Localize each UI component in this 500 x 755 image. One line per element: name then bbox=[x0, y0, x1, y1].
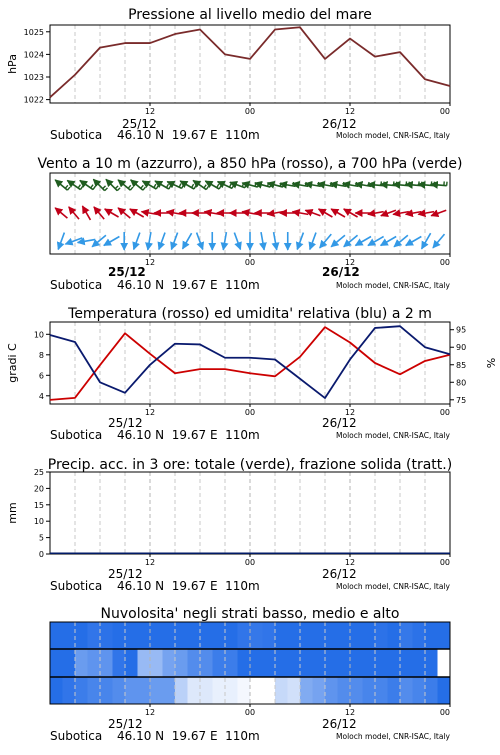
wind-barb bbox=[143, 187, 146, 190]
pressure-title: Pressione al livello medio del mare bbox=[128, 7, 372, 23]
wind-arrow bbox=[433, 234, 445, 248]
cloud-cell bbox=[238, 649, 251, 677]
wind-title: Vento a 10 m (azzurro), a 850 hPa (rosso), a 700 hPa (verde) bbox=[37, 156, 462, 172]
pressure-x-axis bbox=[145, 103, 450, 116]
wind-arrow bbox=[78, 239, 96, 242]
cloud-cell bbox=[313, 622, 326, 649]
precipitation-date-1: 25/12 bbox=[108, 567, 143, 581]
cloud-cell bbox=[225, 677, 238, 704]
wind-arrow bbox=[183, 233, 192, 249]
cloud-cell bbox=[200, 649, 213, 677]
temperature-date-1: 25/12 bbox=[108, 416, 143, 430]
wind-barb bbox=[206, 186, 208, 189]
wind-arrow bbox=[406, 237, 422, 246]
pressure-ylabel: hPa bbox=[6, 54, 19, 74]
wind-barb bbox=[217, 184, 219, 187]
wind-barb bbox=[182, 185, 184, 189]
wind-arrow bbox=[310, 233, 316, 250]
temperature-x-tick-label: 12 bbox=[345, 408, 355, 417]
cloud-cell bbox=[200, 622, 213, 649]
wind-barb bbox=[117, 188, 120, 191]
cloud-cell bbox=[188, 677, 201, 704]
wind-x-tick-label: 00 bbox=[440, 258, 450, 267]
temperature-y-tick-label: 4 bbox=[39, 392, 44, 401]
humidity-y-tick-label: 75 bbox=[456, 396, 466, 405]
cloud-cell bbox=[163, 677, 176, 704]
wind-barb bbox=[128, 185, 131, 188]
temperature-location-coords: 46.10 N 19.67 E 110m bbox=[117, 428, 260, 442]
cloud-cell bbox=[175, 649, 188, 677]
cloud-cell bbox=[363, 677, 376, 704]
cloud-cell bbox=[263, 677, 276, 704]
wind-arrow bbox=[94, 207, 104, 219]
cloud-cell bbox=[388, 622, 401, 649]
cloud-x-axis bbox=[145, 704, 450, 717]
wind-arrow bbox=[104, 237, 120, 246]
cloud-cell bbox=[113, 649, 126, 677]
cloud-cell bbox=[313, 649, 326, 677]
wind-arrow bbox=[261, 232, 264, 250]
cloud-cell bbox=[438, 622, 451, 649]
cloud-x-tick-label: 00 bbox=[440, 708, 450, 717]
cloud-cell bbox=[125, 677, 138, 704]
temperature-x-tick-label: 00 bbox=[440, 408, 450, 417]
cloud-title: Nuvolosita' negli strati basso, medio e alto bbox=[101, 606, 400, 622]
cloud-cell bbox=[175, 622, 188, 649]
wind-arrow bbox=[55, 208, 67, 218]
temperature-frame bbox=[50, 322, 450, 404]
cloud-cell bbox=[325, 677, 338, 704]
cloud-cell bbox=[275, 622, 288, 649]
cloud-cell bbox=[375, 622, 388, 649]
cloud-cell bbox=[300, 677, 313, 704]
cloud-cell bbox=[425, 622, 438, 649]
cloud-cell bbox=[275, 677, 288, 704]
cloud-location-name: Subotica bbox=[50, 729, 102, 743]
cloud-cell bbox=[375, 677, 388, 704]
cloud-cell bbox=[413, 649, 426, 677]
cloud-cell bbox=[188, 649, 201, 677]
temperature-y-axis bbox=[34, 330, 50, 401]
precipitation-panel bbox=[6, 457, 452, 593]
wind-location-coords: 46.10 N 19.67 E 110m bbox=[117, 278, 260, 292]
humidity-ylabel: % bbox=[484, 358, 497, 368]
wind-barb bbox=[91, 185, 93, 188]
temperature-x-tick-label: 12 bbox=[145, 408, 155, 417]
cloud-cell bbox=[100, 677, 113, 704]
precipitation-credit: Moloch model, CNR-ISAC, Italy bbox=[336, 582, 451, 591]
cloud-cell bbox=[325, 649, 338, 677]
wind-barb bbox=[179, 184, 181, 188]
temperature-date-2: 26/12 bbox=[322, 416, 357, 430]
precipitation-y-tick-label: 10 bbox=[34, 517, 44, 526]
cloud-location-coords: 46.10 N 19.67 E 110m bbox=[117, 729, 260, 743]
cloud-cell bbox=[313, 677, 326, 704]
cloud-cell bbox=[163, 649, 176, 677]
pressure-location-coords: 46.10 N 19.67 E 110m bbox=[117, 128, 260, 142]
wind-arrow bbox=[130, 209, 144, 217]
cloud-cell bbox=[150, 677, 163, 704]
wind-arrow bbox=[422, 233, 431, 249]
cloud-cell bbox=[288, 677, 301, 704]
cloud-x-tick-label: 12 bbox=[345, 708, 355, 717]
wind-barb bbox=[194, 186, 196, 189]
cloud-cell bbox=[63, 677, 76, 704]
wind-x-tick-label: 00 bbox=[245, 258, 255, 267]
cloud-cell bbox=[75, 649, 88, 677]
cloud-cell bbox=[338, 622, 351, 649]
pressure-x-tick-label: 00 bbox=[440, 107, 450, 116]
precipitation-y-tick-label: 5 bbox=[39, 534, 44, 543]
cloud-cell bbox=[113, 622, 126, 649]
temperature-y-tick-label: 10 bbox=[34, 330, 44, 339]
cloud-cell bbox=[425, 649, 438, 677]
wind-barb bbox=[230, 184, 232, 188]
wind-arrow bbox=[274, 232, 277, 250]
cloud-cell bbox=[400, 649, 413, 677]
pressure-y-tick-label: 1024 bbox=[24, 50, 44, 59]
wind-x-tick-label: 12 bbox=[145, 258, 155, 267]
wind-arrow bbox=[65, 238, 82, 244]
precipitation-y-tick-label: 20 bbox=[34, 484, 44, 493]
wind-arrow bbox=[355, 237, 371, 246]
wind-barb bbox=[105, 188, 108, 191]
cloud-cell bbox=[50, 649, 63, 677]
precipitation-x-tick-label: 00 bbox=[440, 558, 450, 567]
humidity-y-axis bbox=[450, 326, 466, 405]
cloud-cell bbox=[225, 622, 238, 649]
cloud-cell bbox=[150, 649, 163, 677]
wind-barb bbox=[78, 185, 80, 188]
cloud-cell bbox=[150, 622, 163, 649]
wind-arrow bbox=[223, 232, 226, 250]
pressure-grid bbox=[75, 25, 425, 103]
wind-barb bbox=[141, 185, 144, 188]
cloud-cell bbox=[400, 677, 413, 704]
wind-arrow bbox=[234, 233, 240, 250]
cloud-cell bbox=[250, 622, 263, 649]
temperature-title: Temperatura (rosso) ed umidita' relativa (blu) a 2 m bbox=[67, 306, 432, 322]
wind-barb bbox=[130, 187, 133, 190]
cloud-cell bbox=[163, 622, 176, 649]
wind-barb bbox=[80, 186, 82, 189]
cloud-cell bbox=[288, 622, 301, 649]
humidity-y-tick-label: 95 bbox=[456, 326, 466, 335]
cloud-cell bbox=[50, 622, 63, 649]
wind-barb bbox=[65, 185, 68, 188]
cloud-cell bbox=[238, 677, 251, 704]
cloud-cell bbox=[338, 649, 351, 677]
cloud-cell bbox=[263, 622, 276, 649]
wind-arrow bbox=[381, 237, 397, 246]
pressure-location-name: Subotica bbox=[50, 128, 102, 142]
cloud-cell bbox=[175, 677, 188, 704]
cloud-cell bbox=[88, 649, 101, 677]
cloud-cell bbox=[88, 622, 101, 649]
cloud-cell bbox=[388, 649, 401, 677]
cloud-cell bbox=[63, 649, 76, 677]
precipitation-date-2: 26/12 bbox=[322, 567, 357, 581]
wind-arrow bbox=[82, 206, 90, 220]
wind-arrow bbox=[368, 237, 384, 246]
precipitation-y-tick-label: 15 bbox=[34, 501, 44, 510]
cloud-cell bbox=[75, 622, 88, 649]
wind-barb bbox=[232, 185, 234, 189]
wind-arrow bbox=[58, 233, 64, 250]
cloud-cell bbox=[238, 622, 251, 649]
humidity-y-tick-label: 90 bbox=[456, 343, 466, 352]
wind-barb bbox=[166, 184, 168, 187]
wind-arrow bbox=[134, 233, 140, 250]
cloud-cell bbox=[88, 677, 101, 704]
pressure-x-tick-label: 00 bbox=[245, 107, 255, 116]
cloud-cell bbox=[200, 677, 213, 704]
cloud-cell bbox=[425, 677, 438, 704]
wind-arrow bbox=[331, 209, 345, 217]
wind-location-name: Subotica bbox=[50, 278, 102, 292]
cloud-cell bbox=[325, 622, 338, 649]
wind-barb bbox=[115, 186, 118, 189]
wind-panel bbox=[37, 156, 462, 292]
cloud-cell bbox=[125, 649, 138, 677]
precipitation-frame bbox=[50, 472, 450, 554]
precipitation-x-tick-label: 00 bbox=[245, 558, 255, 567]
cloud-cell bbox=[100, 622, 113, 649]
pressure-y-tick-label: 1025 bbox=[24, 28, 44, 37]
cloud-cell bbox=[50, 677, 63, 704]
precipitation-y-tick-label: 0 bbox=[39, 550, 44, 559]
wind-date-1: 25/12 bbox=[108, 265, 146, 279]
cloud-cell bbox=[413, 622, 426, 649]
wind-barb bbox=[169, 186, 171, 189]
cloud-x-tick-label: 00 bbox=[245, 708, 255, 717]
precipitation-x-tick-label: 12 bbox=[345, 558, 355, 567]
wind-arrow bbox=[93, 179, 104, 190]
wind-x-axis bbox=[145, 254, 450, 267]
cloud-cell bbox=[188, 622, 201, 649]
temperature-x-tick-label: 00 bbox=[245, 408, 255, 417]
wind-arrow bbox=[118, 208, 130, 218]
cloud-cell bbox=[213, 649, 226, 677]
wind-barb bbox=[156, 186, 158, 189]
cloud-heatmap bbox=[50, 622, 451, 704]
wind-barb bbox=[219, 186, 221, 189]
cloud-credit: Moloch model, CNR-ISAC, Italy bbox=[336, 732, 451, 741]
wind-date-2: 26/12 bbox=[322, 265, 360, 279]
cloud-cell bbox=[400, 622, 413, 649]
cloud-cell bbox=[288, 649, 301, 677]
cloud-cell bbox=[263, 649, 276, 677]
cloud-cell bbox=[438, 677, 451, 704]
precipitation-location-coords: 46.10 N 19.67 E 110m bbox=[117, 579, 260, 593]
cloud-cell bbox=[225, 649, 238, 677]
cloud-x-tick-label: 12 bbox=[145, 708, 155, 717]
wind-barb bbox=[154, 184, 156, 187]
cloud-cell bbox=[300, 649, 313, 677]
cloud-cell bbox=[363, 622, 376, 649]
precipitation-grid bbox=[75, 472, 425, 554]
cloud-cell bbox=[300, 622, 313, 649]
pressure-x-tick-label: 12 bbox=[145, 107, 155, 116]
cloud-cell bbox=[138, 622, 151, 649]
pressure-y-tick-label: 1023 bbox=[24, 73, 44, 82]
pressure-date-2: 26/12 bbox=[322, 117, 357, 131]
cloud-cell bbox=[213, 622, 226, 649]
cloud-date-2: 26/12 bbox=[322, 717, 357, 731]
wind-barb bbox=[192, 184, 194, 187]
wind-arrow bbox=[148, 232, 151, 250]
wind-x-tick-label: 12 bbox=[345, 258, 355, 267]
cloud-cell bbox=[375, 649, 388, 677]
precipitation-location-name: Subotica bbox=[50, 579, 102, 593]
wind-barb bbox=[67, 187, 70, 190]
wind-arrow bbox=[159, 233, 165, 250]
pressure-credit: Moloch model, CNR-ISAC, Italy bbox=[336, 131, 451, 140]
cloud-cell bbox=[138, 649, 151, 677]
humidity-y-tick-label: 85 bbox=[456, 361, 466, 370]
temperature-humidity-panel bbox=[6, 306, 497, 442]
cloud-cell bbox=[63, 622, 76, 649]
humidity-y-tick-label: 80 bbox=[456, 378, 466, 387]
precipitation-y-tick-label: 25 bbox=[34, 468, 44, 477]
pressure-x-tick-label: 12 bbox=[345, 107, 355, 116]
precipitation-title: Precip. acc. in 3 ore: totale (verde), frazione solida (tratt.) bbox=[48, 457, 452, 473]
temperature-ylabel: gradi C bbox=[6, 343, 19, 383]
temperature-y-tick-label: 8 bbox=[39, 351, 44, 360]
cloud-panel bbox=[50, 606, 451, 743]
precipitation-y-axis bbox=[34, 468, 50, 559]
cloud-cell bbox=[75, 677, 88, 704]
cloud-cell bbox=[213, 677, 226, 704]
cloud-cell bbox=[250, 649, 263, 677]
cloud-cell bbox=[125, 622, 138, 649]
cloud-cell bbox=[113, 677, 126, 704]
temperature-credit: Moloch model, CNR-ISAC, Italy bbox=[336, 431, 451, 440]
cloud-cell bbox=[338, 677, 351, 704]
cloud-cell bbox=[350, 622, 363, 649]
wind-arrow bbox=[105, 209, 119, 217]
cloud-cell bbox=[363, 649, 376, 677]
wind-arrow bbox=[331, 235, 345, 247]
cloud-cell bbox=[350, 649, 363, 677]
temperature-x-axis bbox=[145, 404, 450, 417]
cloud-cell bbox=[100, 649, 113, 677]
wind-arrow bbox=[69, 207, 79, 219]
cloud-cell bbox=[438, 649, 451, 677]
cloud-date-1: 25/12 bbox=[108, 717, 143, 731]
wind-barb bbox=[103, 186, 106, 189]
wind-barb bbox=[93, 186, 95, 189]
wind-arrow bbox=[106, 179, 117, 190]
wind-credit: Moloch model, CNR-ISAC, Italy bbox=[336, 281, 451, 290]
precipitation-ylabel: mm bbox=[6, 502, 19, 523]
wind-arrows bbox=[55, 179, 447, 250]
pressure-panel bbox=[6, 7, 451, 142]
cloud-cell bbox=[138, 677, 151, 704]
temperature-location-name: Subotica bbox=[50, 428, 102, 442]
precipitation-x-tick-label: 12 bbox=[145, 558, 155, 567]
pressure-y-axis bbox=[24, 28, 50, 105]
cloud-cell bbox=[388, 677, 401, 704]
temperature-y-tick-label: 6 bbox=[39, 371, 44, 380]
precipitation-x-axis bbox=[145, 554, 450, 567]
cloud-cell bbox=[275, 649, 288, 677]
wind-barb bbox=[204, 185, 206, 188]
cloud-cell bbox=[413, 677, 426, 704]
cloud-cell bbox=[350, 677, 363, 704]
pressure-date-1: 25/12 bbox=[122, 117, 157, 131]
cloud-cell bbox=[250, 677, 263, 704]
pressure-y-tick-label: 1022 bbox=[24, 96, 44, 105]
